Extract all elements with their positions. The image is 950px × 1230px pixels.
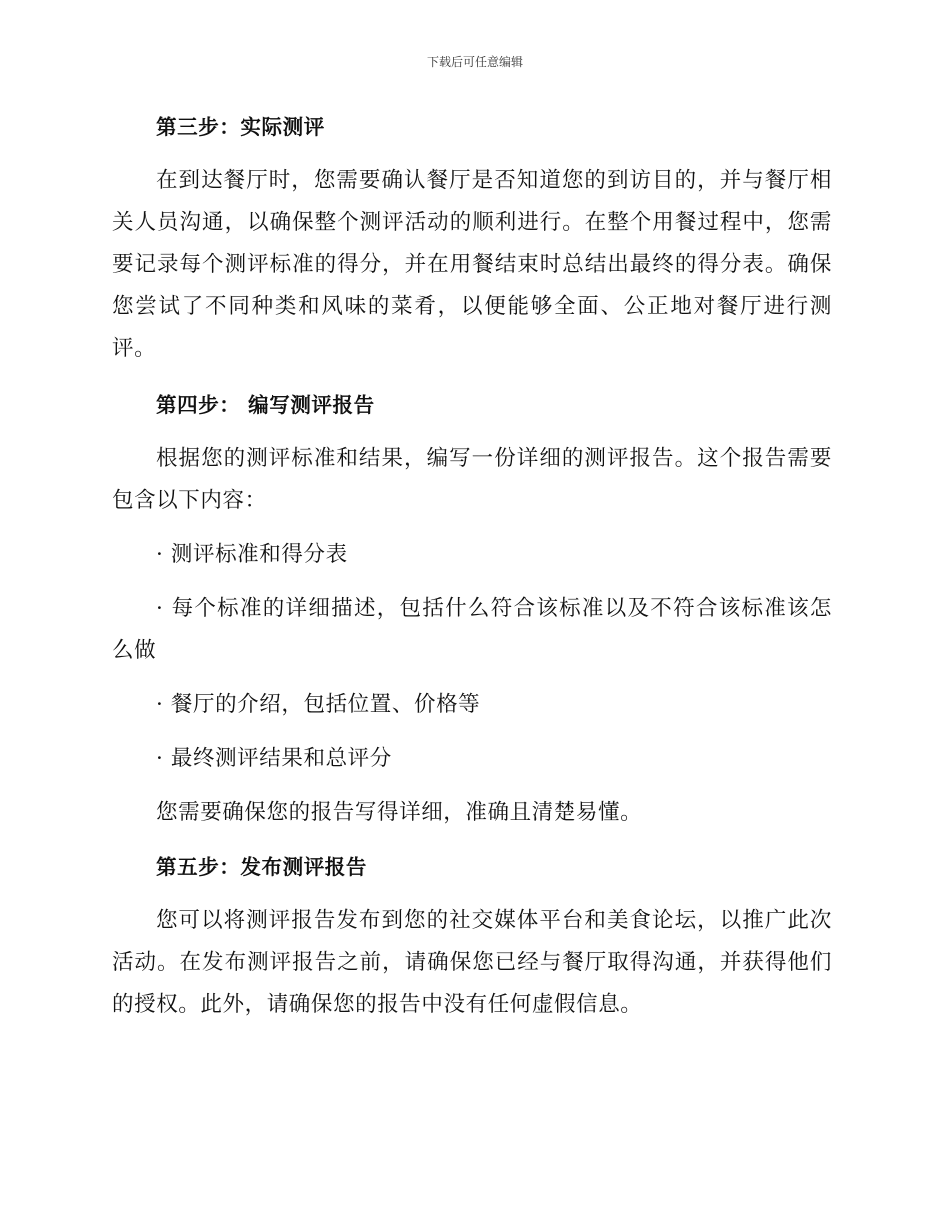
document-body xyxy=(112,106,832,1026)
step5-paragraph: 您可以将测评报告发布到您的社交媒体平台和美食论坛，以推广此次活动。在发布测评报告之前，请确保您已经与餐厅取得沟通，并获得他们的授权。此外，请确保您的报告中没有任何虚假信息。 xyxy=(112,908,832,1017)
step3-heading: 第三步：实际测评 xyxy=(156,115,325,139)
list-item: · 最终测评结果和总评分 xyxy=(156,746,392,771)
step4-closing: 您需要确保您的报告写得详细，准确且清楚易懂。 xyxy=(156,800,643,825)
list-item: · 餐厅的介绍，包括位置、价格等 xyxy=(156,692,481,717)
list-item: · 测评标准和得分表 xyxy=(156,542,348,567)
step4-intro: 根据您的测评标准和结果，编写一份详细的测评报告。这个报告需要包含以下内容： xyxy=(112,446,832,513)
step4-heading: 第四步： 编写测评报告 xyxy=(156,393,375,417)
page-header: 下载后可任意编辑 xyxy=(426,55,523,69)
step5-heading: 第五步：发布测评报告 xyxy=(156,855,367,879)
step3-paragraph: 在到达餐厅时，您需要确认餐厅是否知道您的到访目的，并与餐厅相关人员沟通，以确保整个测评活动的顺利进行。在整个用餐过程中，您需要记录每个测评标准的得分，并在用餐结束时总结出最终的得分表。确保您尝试了不同种类和风味的菜肴，以便能够全面、公正地对餐厅进行测评。 xyxy=(112,168,832,361)
list-item: · 每个标准的详细描述，包括什么符合该标准以及不符合该标准该怎么做 xyxy=(112,596,832,663)
